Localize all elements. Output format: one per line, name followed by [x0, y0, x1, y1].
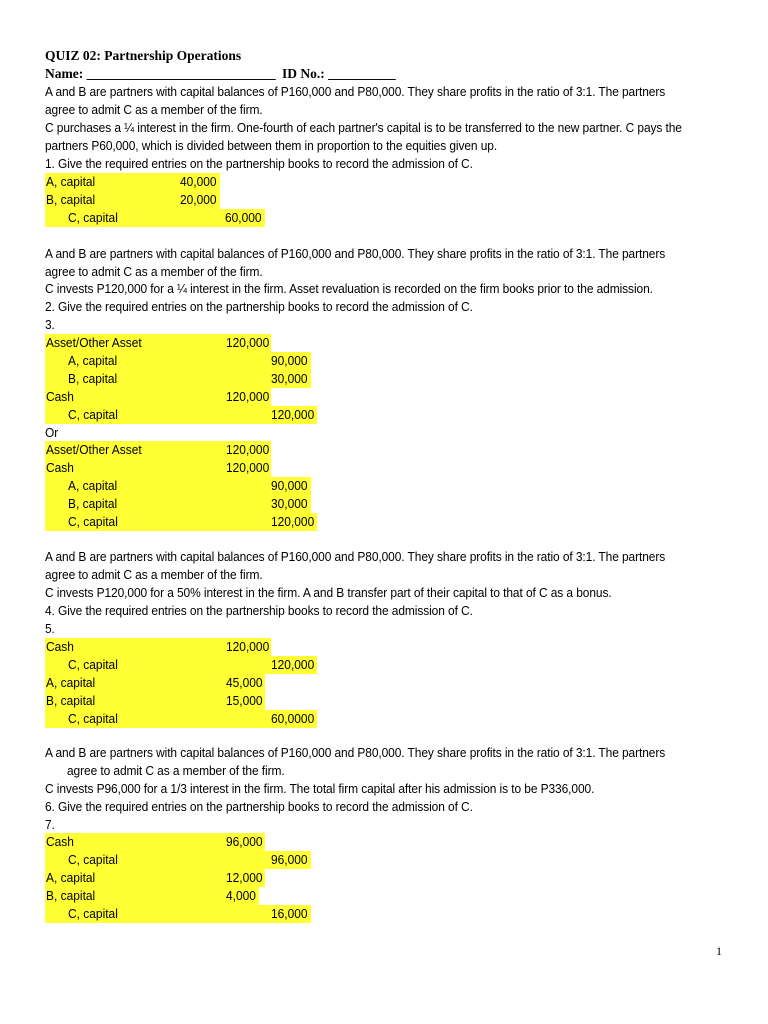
journal-entry-row [45, 851, 311, 869]
id-field-label: ID No.: __________ [282, 66, 396, 81]
debit-amount: 4,000 [226, 888, 256, 903]
credit-amount: 90,000 [271, 353, 308, 368]
account-name: B, capital [68, 496, 118, 511]
question-4: 4. Give the required entries on the partnership books to record the admission of C. [45, 603, 473, 618]
debit-amount: 12,000 [226, 870, 263, 885]
account-name: C, capital [68, 711, 118, 726]
journal-entry-row [45, 477, 311, 495]
account-name: Cash [46, 834, 74, 849]
account-name: B, capital [46, 693, 96, 708]
journal-entry-row [45, 209, 265, 227]
debit-amount: 120,000 [226, 460, 270, 475]
journal-entry-row [45, 388, 271, 406]
account-name: Cash [46, 460, 74, 475]
debit-amount: 120,000 [226, 442, 270, 457]
problem-1-text: partners P60,000, which is divided between them in proportion to the equities given up. [45, 138, 498, 153]
journal-entry-row [45, 173, 220, 191]
credit-amount: 120,000 [271, 514, 315, 529]
question-1: 1. Give the required entries on the partnership books to record the admission of C. [45, 156, 473, 171]
journal-entry-row [45, 459, 271, 477]
problem-4-text: C invests P96,000 for a 1/3 interest in the firm. The total firm capital after his admission is to be P336,000. [45, 781, 595, 796]
account-name: C, capital [68, 210, 118, 225]
account-name: C, capital [68, 852, 118, 867]
account-name: Asset/Other Asset [46, 335, 142, 350]
problem-4-text: A and B are partners with capital balances of P160,000 and P80,000. They share profits in the ratio of 3:1. The partners [45, 745, 666, 760]
debit-amount: 45,000 [226, 675, 263, 690]
journal-entry-row [45, 334, 271, 352]
question-6: 6. Give the required entries on the partnership books to record the admission of C. [45, 799, 473, 814]
debit-amount: 20,000 [180, 192, 217, 207]
journal-entry-row [45, 905, 311, 923]
account-name: C, capital [68, 657, 118, 672]
journal-entry-row [45, 710, 317, 728]
journal-entry-row [45, 656, 317, 674]
debit-amount: 120,000 [226, 389, 270, 404]
journal-entry-row [45, 887, 259, 905]
journal-entry-row [45, 833, 265, 851]
journal-entry-row [45, 638, 271, 656]
problem-3-text: C invests P120,000 for a 50% interest in the firm. A and B transfer part of their capital to that of C as a bonus. [45, 585, 612, 600]
credit-amount: 60,000 [225, 210, 262, 225]
question-7-number: 7. [45, 817, 55, 832]
credit-amount: 96,000 [271, 852, 308, 867]
problem-1-text: C purchases a ¼ interest in the firm. One-fourth of each partner's capital is to be transferred to the new partner. C pays the [45, 120, 682, 135]
problem-1-text: agree to admit C as a member of the firm. [45, 102, 263, 117]
question-2: 2. Give the required entries on the partnership books to record the admission of C. [45, 299, 473, 314]
journal-entry-row [45, 352, 311, 370]
journal-entry-row [45, 441, 271, 459]
problem-2-text: A and B are partners with capital balances of P160,000 and P80,000. They share profits in the ratio of 3:1. The partners [45, 246, 666, 261]
journal-entry-row [45, 513, 317, 531]
credit-amount: 120,000 [271, 407, 315, 422]
problem-1-text: A and B are partners with capital balances of P160,000 and P80,000. They share profits in the ratio of 3:1. The partners [45, 84, 666, 99]
journal-entry-row [45, 674, 265, 692]
question-3-number: 3. [45, 317, 55, 332]
debit-amount: 15,000 [226, 693, 263, 708]
journal-entry-row [45, 692, 265, 710]
journal-entry-row [45, 406, 317, 424]
account-name: C, capital [68, 906, 118, 921]
account-name: A, capital [46, 675, 96, 690]
credit-amount: 90,000 [271, 478, 308, 493]
quiz-title: QUIZ 02: Partnership Operations [45, 48, 242, 63]
account-name: B, capital [46, 888, 96, 903]
journal-entry-row [45, 191, 220, 209]
problem-2-text: C invests P120,000 for a ¼ interest in the firm. Asset revaluation is recorded on the firm books prior to the admission. [45, 281, 653, 296]
account-name: A, capital [68, 353, 118, 368]
journal-entry-row [45, 495, 311, 513]
account-name: A, capital [68, 478, 118, 493]
journal-entry-row [45, 869, 265, 887]
name-field-label: Name: ____________________________ [45, 66, 276, 81]
account-name: C, capital [68, 407, 118, 422]
page-number: 1 [716, 944, 722, 958]
debit-amount: 40,000 [180, 174, 217, 189]
or-separator: Or [45, 425, 59, 440]
credit-amount: 30,000 [271, 496, 308, 511]
account-name: Cash [46, 389, 74, 404]
debit-amount: 120,000 [226, 335, 270, 350]
account-name: B, capital [46, 192, 96, 207]
question-5-number: 5. [45, 621, 55, 636]
account-name: B, capital [68, 371, 118, 386]
problem-3-text: agree to admit C as a member of the firm. [45, 567, 263, 582]
account-name: A, capital [46, 870, 96, 885]
account-name: Asset/Other Asset [46, 442, 142, 457]
credit-amount: 120,000 [271, 657, 315, 672]
account-name: A, capital [46, 174, 96, 189]
problem-4-text: agree to admit C as a member of the firm. [67, 763, 285, 778]
credit-amount: 30,000 [271, 371, 308, 386]
debit-amount: 120,000 [226, 639, 270, 654]
problem-3-text: A and B are partners with capital balances of P160,000 and P80,000. They share profits in the ratio of 3:1. The partners [45, 549, 666, 564]
account-name: Cash [46, 639, 74, 654]
credit-amount: 60,0000 [271, 711, 315, 726]
journal-entry-row [45, 370, 311, 388]
debit-amount: 96,000 [226, 834, 263, 849]
problem-2-text: agree to admit C as a member of the firm. [45, 264, 263, 279]
account-name: C, capital [68, 514, 118, 529]
credit-amount: 16,000 [271, 906, 308, 921]
